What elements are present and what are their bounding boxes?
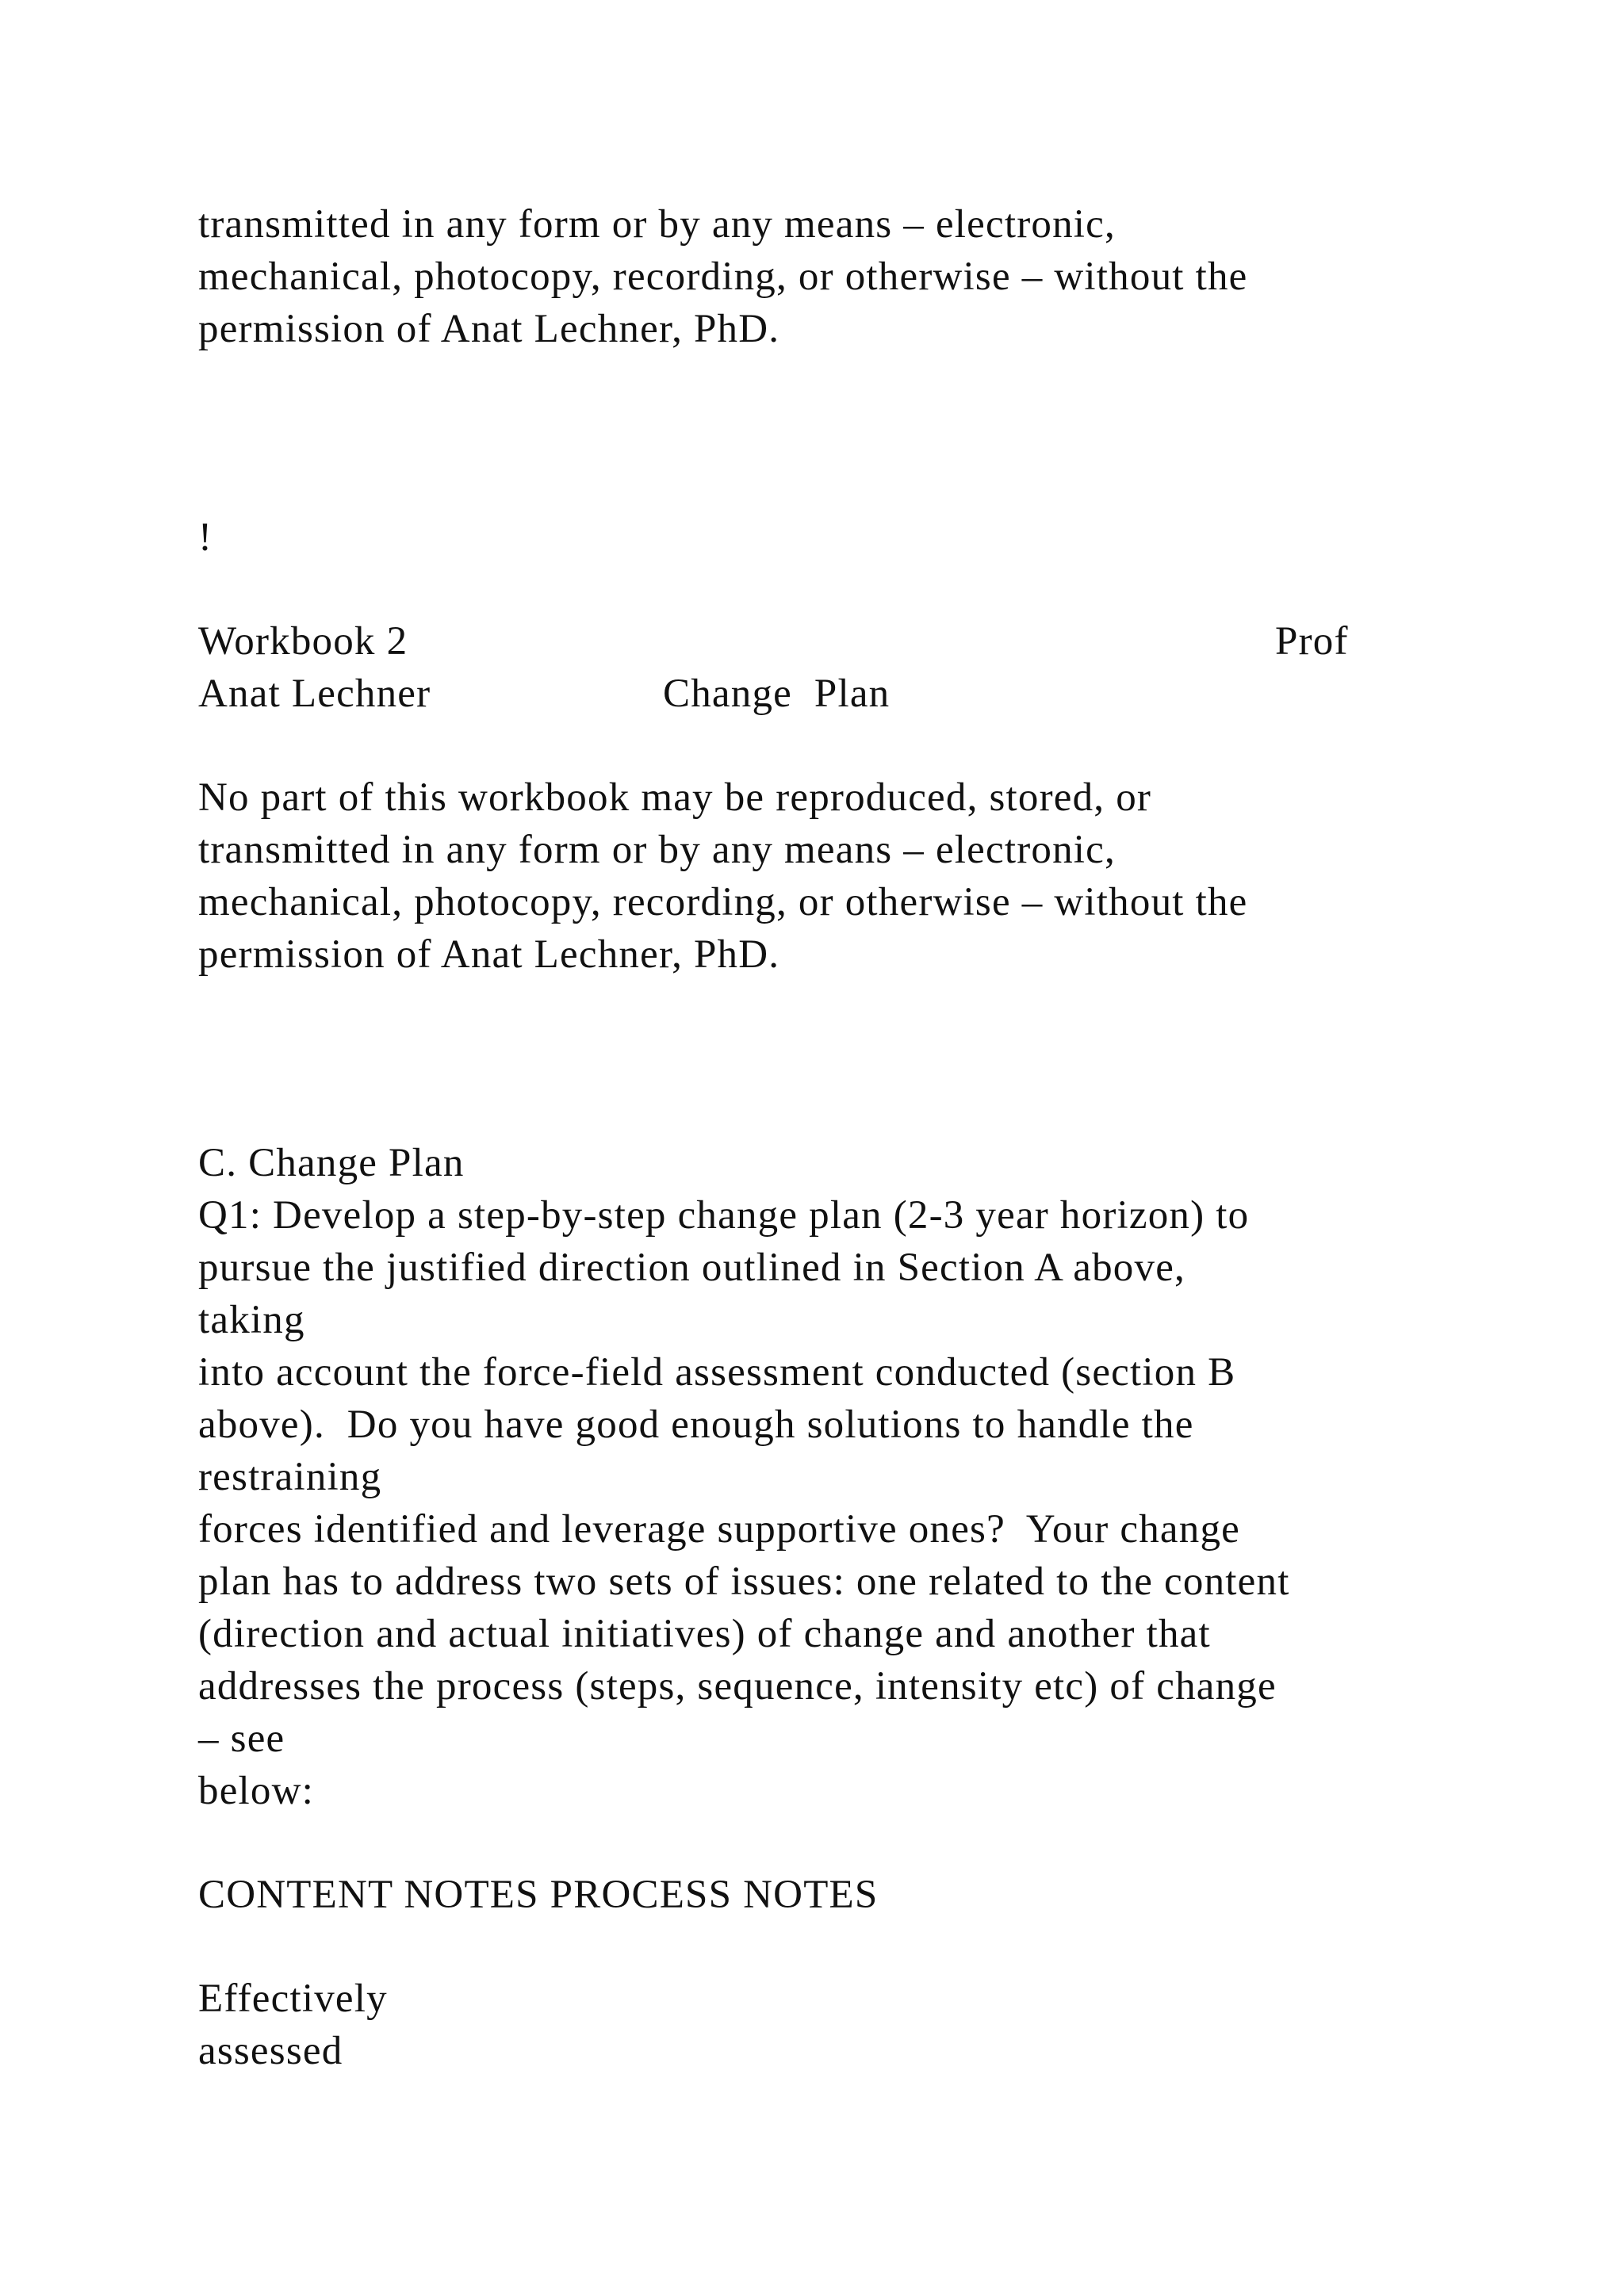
footer-line-2: assessed — [198, 2029, 343, 2073]
notes-heading: CONTENT NOTES PROCESS NOTES — [198, 1873, 879, 1917]
exclamation-mark: ! — [198, 515, 213, 560]
question-line: plan has to address two sets of issues: one related to the content — [198, 1559, 1290, 1604]
question-line: restraining — [198, 1455, 382, 1499]
question-line: – see — [198, 1716, 285, 1761]
copyright-line-4: permission of Anat Lechner, PhD. — [198, 932, 780, 977]
question-line: above). Do you have good enough solutions to handle the — [198, 1402, 1194, 1447]
question-line: pursue the justified direction outlined in Section A above, — [198, 1246, 1185, 1290]
prof-label: Prof — [1275, 619, 1349, 664]
header-title: Change Plan — [663, 672, 891, 716]
footer-line-1: Effectively — [198, 1976, 388, 2021]
question-line: forces identified and leverage supportive ones? Your change — [198, 1507, 1241, 1552]
workbook-label: Workbook 2 — [198, 619, 408, 664]
copyright-line-1: No part of this workbook may be reproduced, stored, or — [198, 775, 1152, 820]
copyright-line-2: transmitted in any form or by any means – electronic, — [198, 828, 1116, 872]
copyright-line-3: mechanical, photocopy, recording, or otherwise – without the — [198, 880, 1248, 924]
question-line: below: — [198, 1769, 315, 1813]
section-heading: C. Change Plan — [198, 1141, 465, 1185]
question-line: into account the force-field assessment conducted (section B — [198, 1350, 1236, 1395]
top-paragraph-line-3: permission of Anat Lechner, PhD. — [198, 307, 780, 351]
top-paragraph-line-2: mechanical, photocopy, recording, or otherwise – without the — [198, 254, 1248, 299]
question-line: (direction and actual initiatives) of change and another that — [198, 1612, 1211, 1656]
top-paragraph-line-1: transmitted in any form or by any means – electronic, — [198, 202, 1116, 247]
question-line: addresses the process (steps, sequence, intensity etc) of change — [198, 1664, 1277, 1709]
author-name: Anat Lechner — [198, 672, 431, 716]
question-line: taking — [198, 1298, 305, 1342]
question-line: Q1: Develop a step-by-step change plan (2-3 year horizon) to — [198, 1193, 1250, 1238]
